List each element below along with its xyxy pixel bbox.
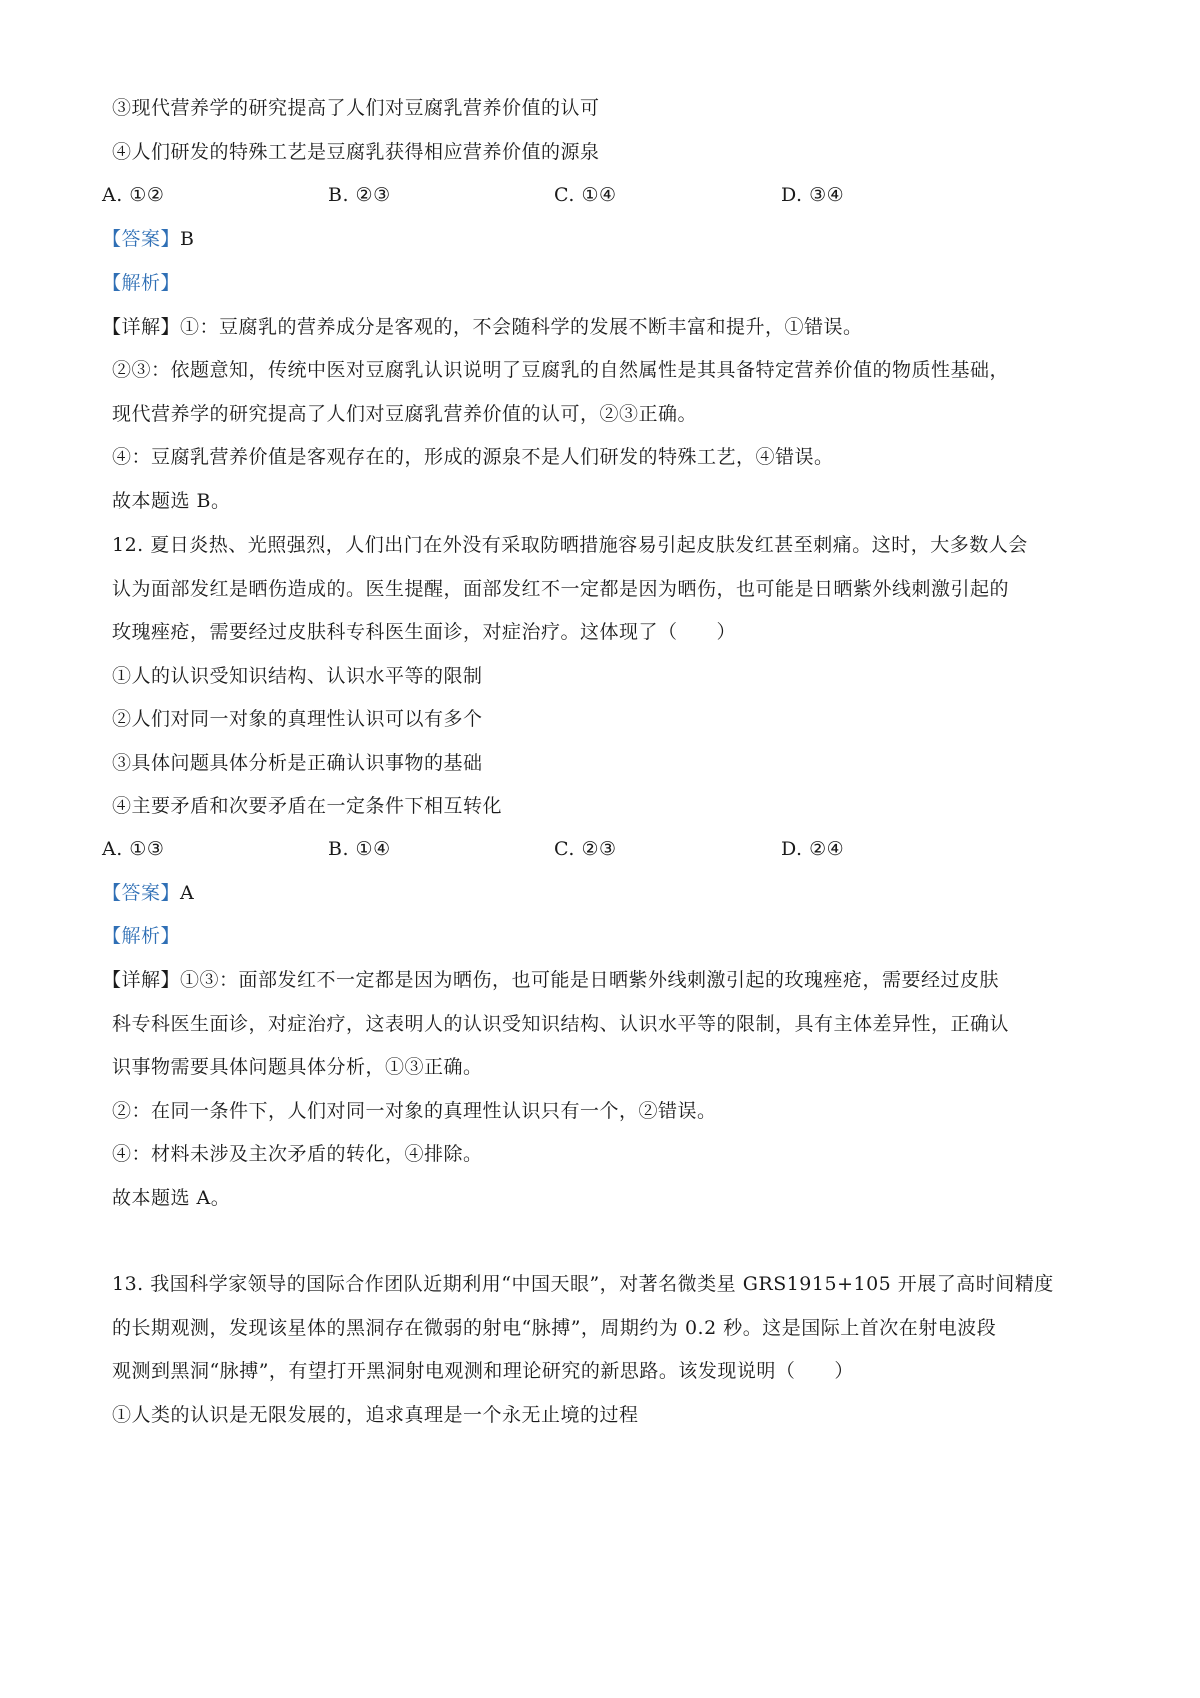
q12-statement-4: ④主要矛盾和次要矛盾在一定条件下相互转化 — [112, 795, 503, 817]
q11-detail-tag: 【详解】 — [102, 316, 181, 338]
q12-analysis-heading — [102, 922, 180, 950]
q12-detail-tag: 【详解】 — [102, 969, 181, 991]
q11-option-d: D. ③④ — [781, 184, 845, 206]
q11-option-b: B. ②③ — [328, 184, 391, 206]
q12-conclusion: 故本题选 A。 — [112, 1187, 231, 1209]
q12-analysis-tag: 【解析】 — [102, 925, 181, 947]
q11-detail-2a: ②③：依题意知，传统中医对豆腐乳认识说明了豆腐乳的自然属性是其具备特定营养价值的物质性基础， — [112, 359, 1010, 381]
q11-detail-1-text: ①：豆腐乳的营养成分是客观的，不会随科学的发展不断丰富和提升，①错误。 — [180, 316, 863, 338]
q11-answer-value: B — [180, 228, 195, 250]
q11-statement-4: ④人们研发的特殊工艺是豆腐乳获得相应营养价值的源泉 — [112, 141, 600, 163]
q11-detail-1 — [102, 313, 863, 341]
q12-statement-1: ①人的认识受知识结构、认识水平等的限制 — [112, 665, 483, 687]
q12-option-c: C. ②③ — [554, 838, 617, 860]
q11-answer-tag: 【答案】 — [102, 228, 181, 250]
q12-detail-2: ②：在同一条件下，人们对同一对象的真理性认识只有一个，②错误。 — [112, 1100, 717, 1122]
q12-statement-2: ②人们对同一对象的真理性认识可以有多个 — [112, 708, 483, 730]
q11-detail-2b: 现代营养学的研究提高了人们对豆腐乳营养价值的认可，②③正确。 — [112, 403, 698, 425]
q12-detail-1a — [102, 966, 999, 994]
q11-analysis-heading — [102, 269, 180, 297]
q11-detail-3: ④：豆腐乳营养价值是客观存在的，形成的源泉不是人们研发的特殊工艺，④错误。 — [112, 446, 834, 468]
q12-answer-tag: 【答案】 — [102, 882, 181, 904]
q12-stem-1: 12. 夏日炎热、光照强烈，人们出门在外没有采取防晒措施容易引起皮肤发红甚至刺痛。这时，大多数人会 — [112, 534, 1028, 556]
q12-detail-3: ④：材料未涉及主次矛盾的转化，④排除。 — [112, 1143, 483, 1165]
q12-detail-1c: 识事物需要具体问题具体分析，①③正确。 — [112, 1056, 483, 1078]
q12-detail-1b: 科专科医生面诊，对症治疗，这表明人的认识受知识结构、认识水平等的限制，具有主体差异性，正确认 — [112, 1013, 1010, 1035]
q12-stem-2: 认为面部发红是晒伤造成的。医生提醒，面部发红不一定都是因为晒伤，也可能是日晒紫外线刺激引起的 — [112, 578, 1010, 600]
q11-statement-3: ③现代营养学的研究提高了人们对豆腐乳营养价值的认可 — [112, 97, 600, 119]
q11-conclusion: 故本题选 B。 — [112, 490, 231, 512]
q11-answer — [102, 225, 194, 253]
q12-option-b: B. ①④ — [328, 838, 391, 860]
q12-option-a: A. ①③ — [102, 838, 165, 860]
q11-option-c: C. ①④ — [554, 184, 617, 206]
q12-detail-1a-text: ①③：面部发红不一定都是因为晒伤，也可能是日晒紫外线刺激引起的玫瑰痤疮，需要经过皮肤 — [180, 969, 1000, 991]
q12-answer-value: A — [180, 882, 195, 904]
q12-option-d: D. ②④ — [781, 838, 845, 860]
q13-stem-2: 的长期观测，发现该星体的黑洞存在微弱的射电“脉搏”，周期约为 0.2 秒。这是国际上首次在射电波段 — [112, 1317, 997, 1339]
q12-stem-3: 玫瑰痤疮，需要经过皮肤科专科医生面诊，对症治疗。这体现了（ ） — [112, 621, 737, 643]
q13-stem-1: 13. 我国科学家领导的国际合作团队近期利用“中国天眼”，对著名微类星 GRS1915+105 开展了高时间精度 — [112, 1273, 1054, 1295]
q13-statement-1: ①人类的认识是无限发展的，追求真理是一个永无止境的过程 — [112, 1404, 639, 1426]
q12-statement-3: ③具体问题具体分析是正确认识事物的基础 — [112, 752, 483, 774]
q13-stem-3: 观测到黑洞“脉搏”，有望打开黑洞射电观测和理论研究的新思路。该发现说明（ ） — [112, 1360, 854, 1382]
q11-option-a: A. ①② — [102, 184, 165, 206]
q12-answer — [102, 879, 194, 907]
q11-analysis-tag: 【解析】 — [102, 272, 181, 294]
